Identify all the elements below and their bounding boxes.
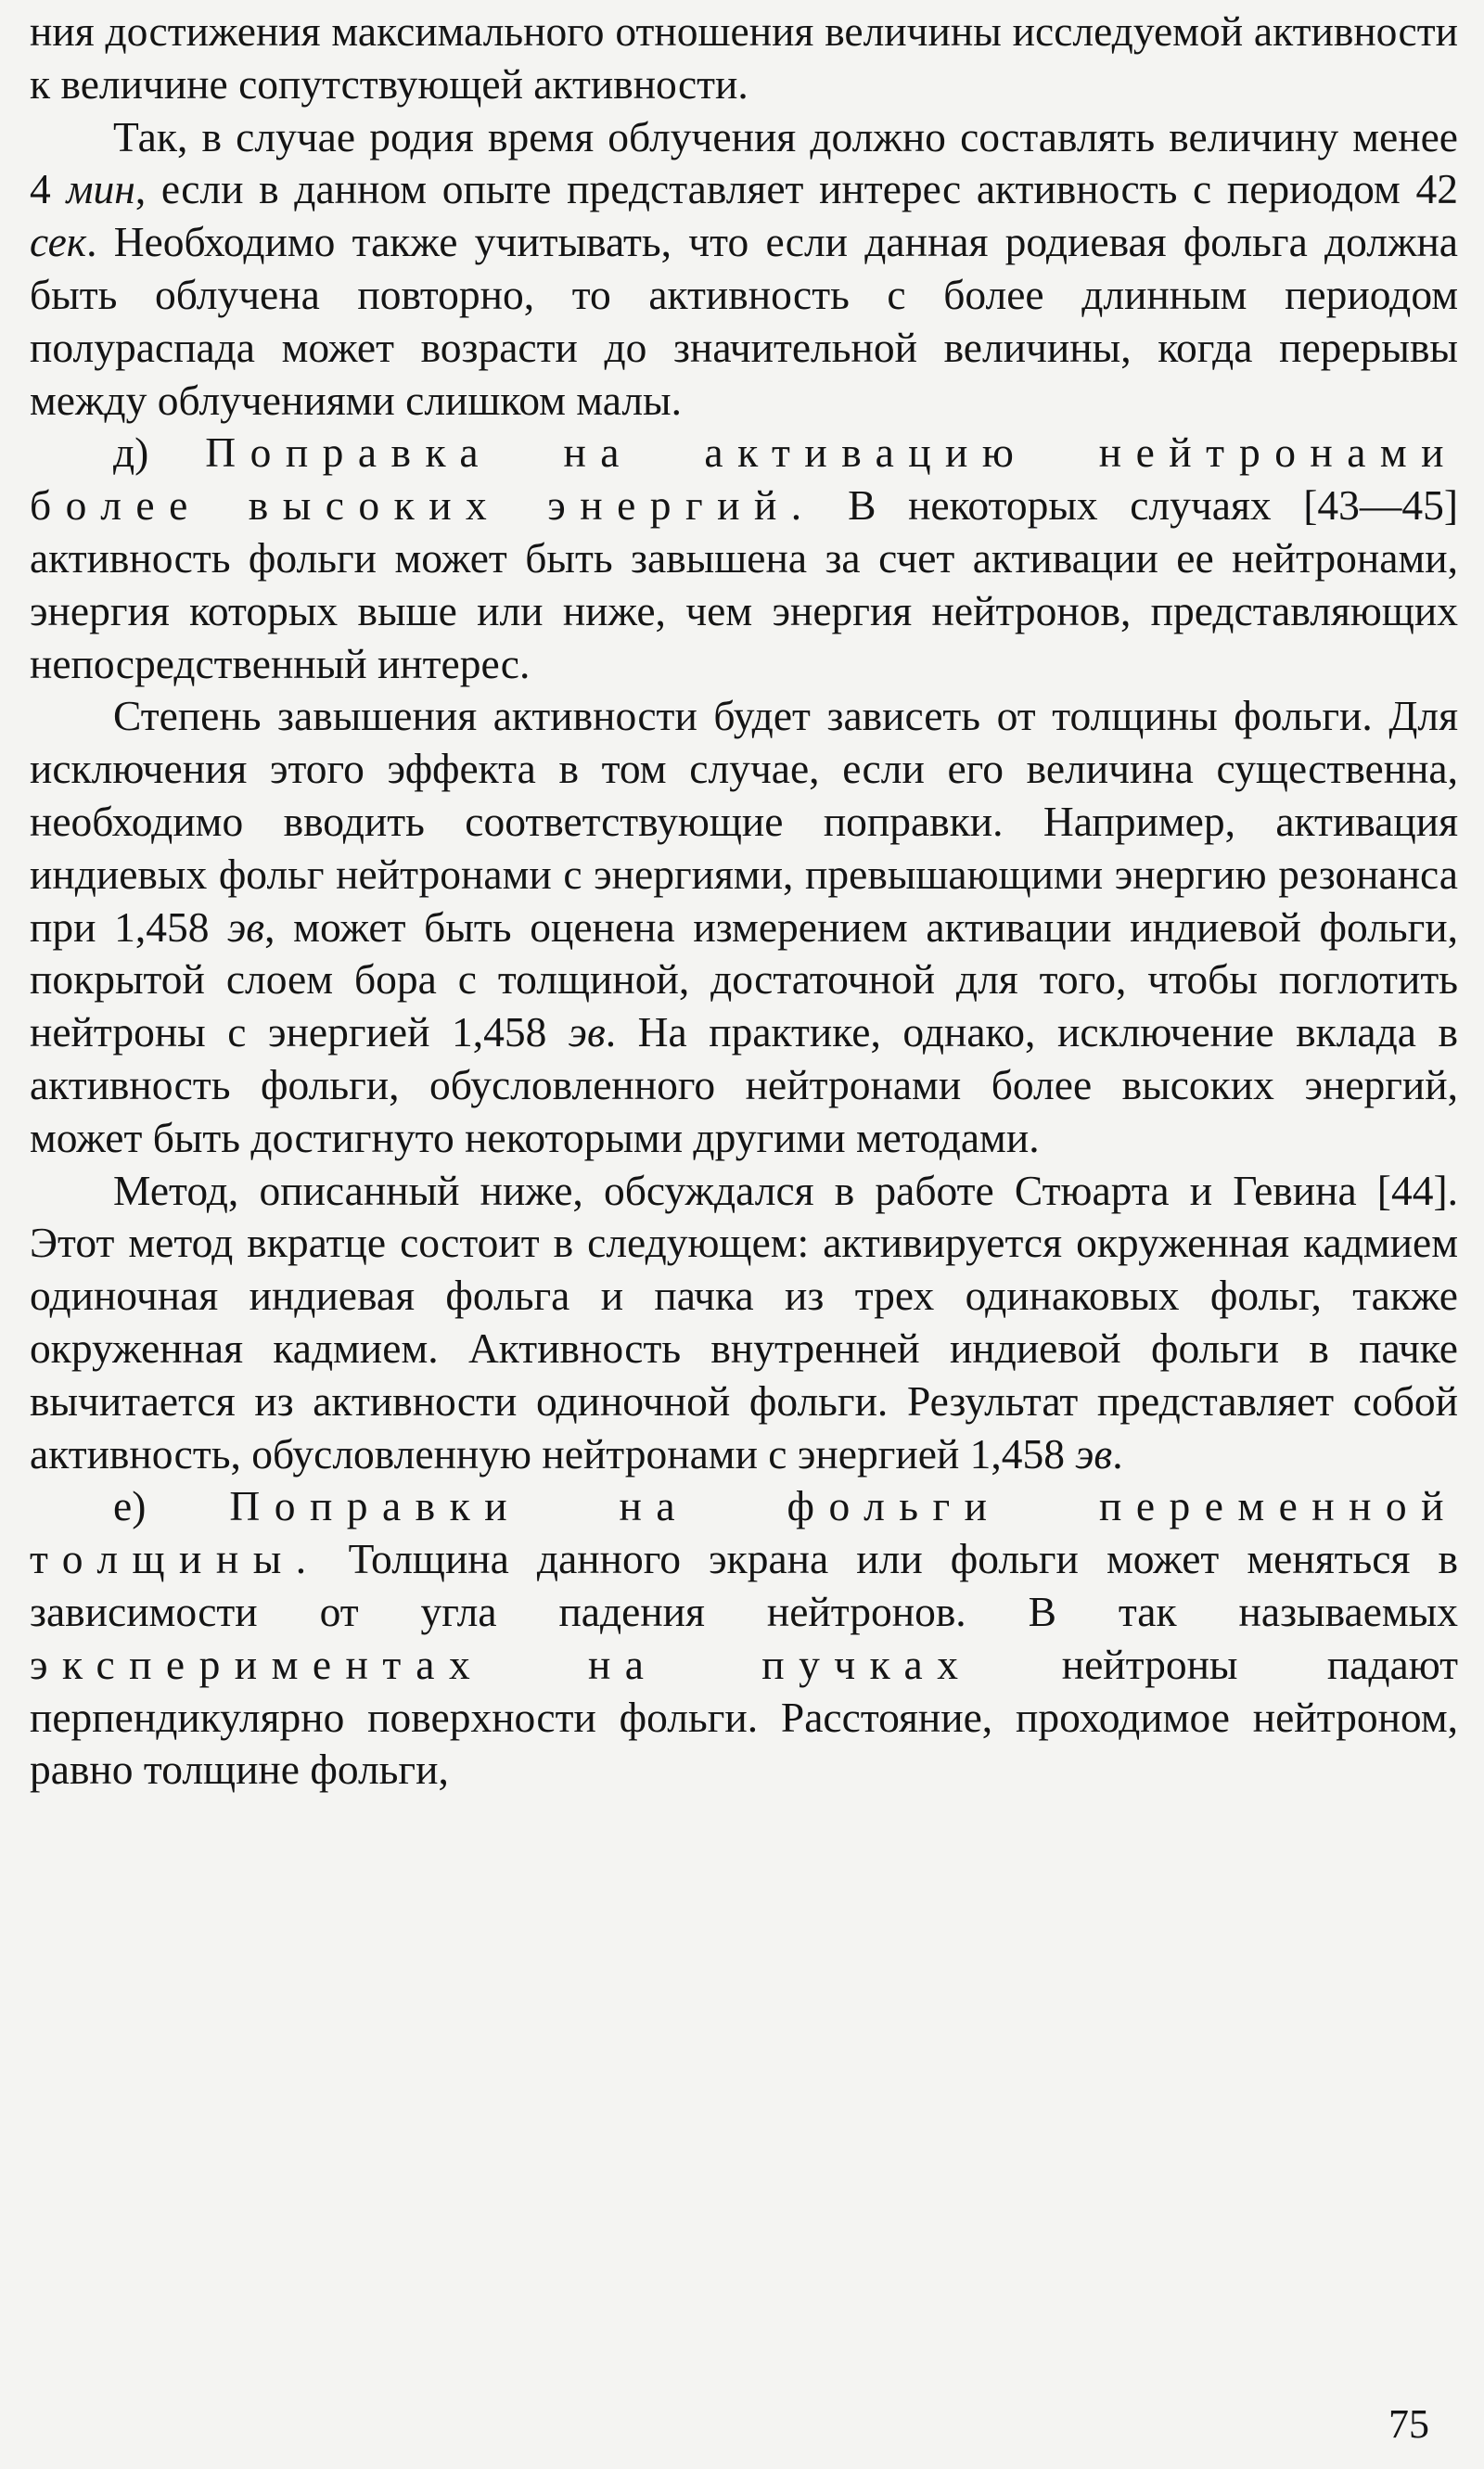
unit-ev: эв — [568, 1008, 606, 1056]
unit-sec: сек — [30, 218, 87, 266]
text-segment: В некоторых случаях [43—45] активность фольги может быть завышена за счет активации ее нейтронами, энергия которых выше или ниже, чем энергия нейтронов, представляющих непосредственный интерес. — [30, 481, 1459, 687]
text-segment: Метод, описанный ниже, обсуждался в работе Стюарта и Гевина [44]. Этот метод вкратце состоит в следующем: активируется окруженная кадмием одиночная индиевая фольга и пачка из трех одинаковых фольг, также окруженная кадмием. Активность внутренней индиевой фольги в пачке вычитается из активности одиночной фольги. Результат представляет собой активность, обусловленную нейтронами с энергией 1,458 — [30, 1166, 1458, 1478]
paragraph-method — [30, 1165, 1458, 1481]
text-segment: , если в данном опыте представляет интерес активность с периодом 42 — [134, 165, 1458, 213]
text-segment: . — [1112, 1429, 1123, 1478]
page-number: 75 — [1388, 2401, 1429, 2447]
paragraph-correction-d — [30, 427, 1458, 690]
text-segment: Толщина данного экрана или фольги может меняться в зависимости от угла падения нейтронов. В так называемых — [30, 1535, 1458, 1635]
text-segment: нейтроны падают перпендикулярно поверхности фольги. Расстояние, проходимое нейтроном, равно толщине фольги, — [30, 1640, 1458, 1794]
item-label: е) — [113, 1482, 230, 1530]
text-segment: , может быть оценена измерением активации индиевой фольги, покрытой слоем бора с толщиной, достаточной для того, чтобы поглотить нейтроны с энергией 1,458 — [30, 902, 1458, 1056]
paragraph-continuation — [30, 6, 1458, 111]
page-body — [30, 6, 1458, 1797]
section-heading-e: Поправки на фольги переменной толщины. — [30, 1482, 1458, 1583]
section-heading-d: Поправка на активацию нейтронами более высоких энергий. — [30, 429, 1458, 530]
unit-min: мин — [66, 165, 135, 213]
text-segment: ния достижения максимального отношения величины исследуемой активности к величине сопутствующей активности. — [30, 7, 1458, 108]
text-segment: Степень завышения активности будет зависеть от толщины фольги. Для исключения этого эффекта в том случае, если его величина существенна, необходимо вводить соответствующие поправки. Например, активация индиевых фольг нейтронами с энергиями, превышающими энергию резонанса при 1,458 — [30, 692, 1458, 951]
spaced-term: экспериментах на пучках — [30, 1640, 973, 1688]
paragraph-rhodium-irradiation — [30, 111, 1458, 428]
paragraph-correction-e — [30, 1480, 1458, 1797]
text-segment: . На практике, однако, исключение вклада в активность фольги, обусловленного нейтронами более высоких энергий, может быть достигнуто некоторыми другими методами. — [30, 1008, 1458, 1161]
paragraph-overestimation — [30, 690, 1458, 1164]
text-segment: . Необходимо также учитывать, что если данная родиевая фольга должна быть облучена повторно, то активность с более длинным периодом полураспада может возрасти до значительной величины, когда перерывы между облучениями слишком малы. — [30, 218, 1458, 424]
unit-ev: эв — [1075, 1429, 1113, 1478]
text-segment: Так, в случае родия время облучения должно составлять величину менее 4 — [30, 112, 1458, 213]
unit-ev: эв — [227, 902, 265, 951]
item-label: д) — [113, 429, 206, 477]
